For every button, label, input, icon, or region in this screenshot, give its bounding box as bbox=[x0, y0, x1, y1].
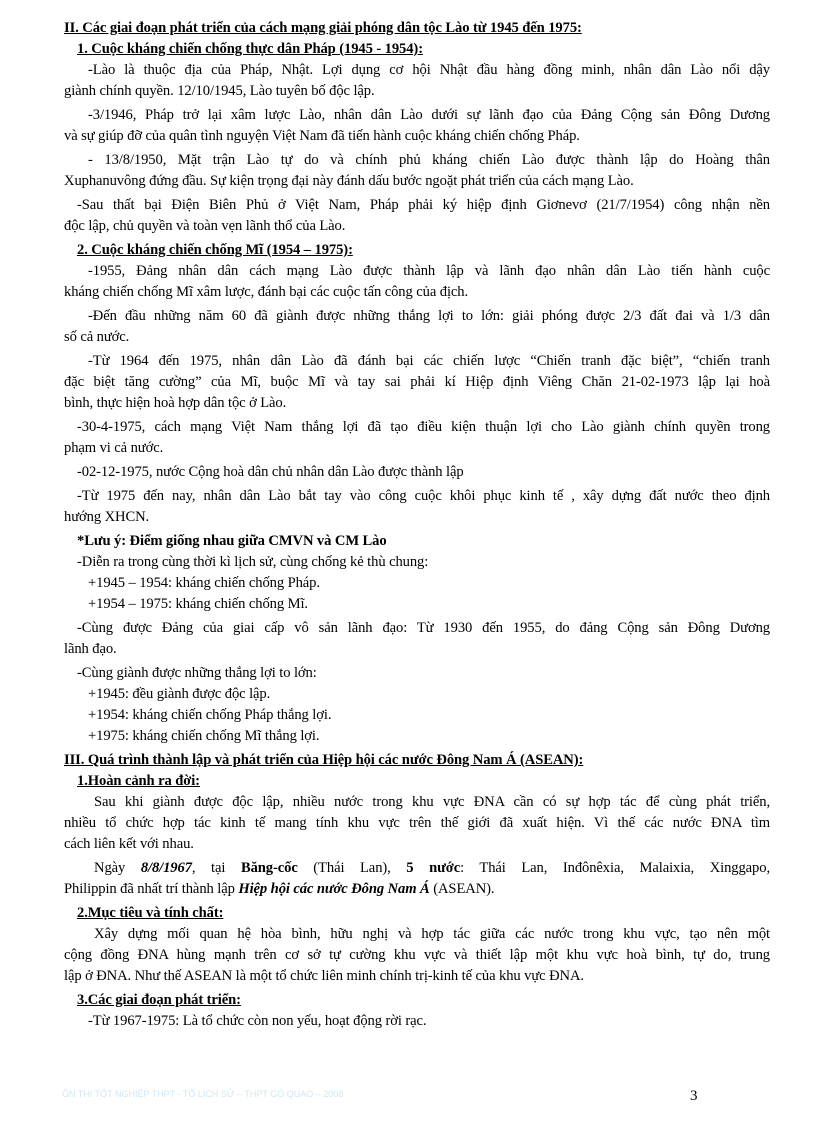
text-run: (ASEAN). bbox=[429, 881, 495, 897]
city-emphasis: Băng-cốc bbox=[240, 860, 298, 876]
paragraph-line: cộng đồng ĐNA hùng mạnh trên cơ sở tự cường khu vực và thiết lập một khu vực hoà bình, tự do, trung bbox=[64, 947, 770, 963]
paragraph-line: kháng chiến chống Mĩ xâm lược, đánh bại các cuộc tấn công của địch. bbox=[64, 284, 469, 300]
section-2-heading: II. Các giai đoạn phát triển của cách mạng giải phóng dân tộc Lào từ 1945 đến 1975: bbox=[64, 20, 582, 36]
page-footer: ÔN THI TỐT NGHIỆP THPT - TỔ LỊCH SỬ – THPT GÒ QUAO – 2008 bbox=[62, 1089, 344, 1099]
paragraph-line: -Từ 1964 đến 1975, nhân dân Lào đã đánh bại các chiến lược “Chiến tranh đặc biệt”, “chiến tranh bbox=[88, 353, 770, 369]
paragraph-line: -Lào là thuộc địa của Pháp, Nhật. Lợi dụng cơ hội Nhật đầu hàng đồng minh, nhân dân Lào nổi dậy bbox=[88, 62, 770, 78]
paragraph-line: -Sau thất bại Điện Biên Phủ ở Việt Nam, Pháp phải ký hiệp định Giơnevơ (21/7/1954) công nhận nền bbox=[77, 197, 770, 213]
paragraph-line: giành chính quyền. 12/10/1945, Lào tuyên bố độc lập. bbox=[64, 83, 375, 99]
date-emphasis: 8/8/1967 bbox=[140, 860, 192, 876]
paragraph-line: -02-12-1975, nước Cộng hoà dân chủ nhân dân Lào được thành lập bbox=[77, 464, 464, 480]
subsection-1-heading: 1. Cuộc kháng chiến chống thực dân Pháp (1945 - 1954): bbox=[77, 41, 423, 57]
paragraph-line: lập ở ĐNA. Như thế ASEAN là một tổ chức liên minh chính trị-kinh tế của khu vực ĐNA. bbox=[64, 968, 584, 984]
subsection-1-heading: 1.Hoàn cảnh ra đời: bbox=[77, 773, 200, 789]
subsection-2-heading: 2.Mục tiêu và tính chất: bbox=[77, 905, 224, 921]
list-item: +1954: kháng chiến chống Pháp thắng lợi. bbox=[88, 707, 332, 723]
paragraph-line: Xây dựng mối quan hệ hòa bình, hữu nghị và hợp tác giữa các nước trong khu vực, tạo nên một bbox=[94, 926, 770, 942]
paragraph-line: -Cùng giành được những thắng lợi to lớn: bbox=[77, 665, 317, 681]
paragraph-line: số cả nước. bbox=[64, 329, 130, 345]
org-emphasis: Hiệp hội các nước Đông Nam Á bbox=[238, 881, 430, 897]
paragraph-line: cách liên kết với nhau. bbox=[64, 836, 194, 852]
paragraph-line: -Diễn ra trong cùng thời kì lịch sử, cùng chống kẻ thù chung: bbox=[77, 554, 429, 570]
note-heading: *Lưu ý: Điểm giống nhau giữa CMVN và CM Lào bbox=[77, 533, 387, 549]
paragraph-line: - 13/8/1950, Mặt trận Lào tự do và chính phủ kháng chiến Lào được thành lập do Hoàng thân bbox=[88, 152, 770, 168]
section-3-heading: III. Quá trình thành lập và phát triển của Hiệp hội các nước Đông Nam Á (ASEAN): bbox=[64, 752, 584, 768]
paragraph-line: -30-4-1975, cách mạng Việt Nam thắng lợi đã tạo điều kiện thuận lợi cho Lào giành chính quyền trong bbox=[77, 419, 770, 435]
list-item: +1945 – 1954: kháng chiến chống Pháp. bbox=[88, 575, 320, 591]
paragraph-line: -3/1946, Pháp trở lại xâm lược Lào, nhân dân Lào dưới sự lãnh đạo của Đảng Cộng sản Đông Dương bbox=[88, 107, 770, 123]
list-item: +1954 – 1975: kháng chiến chống Mĩ. bbox=[88, 596, 308, 612]
paragraph-line: -Từ 1967-1975: Là tổ chức còn non yếu, hoạt động rời rạc. bbox=[88, 1013, 427, 1029]
paragraph-line: -Từ 1975 đến nay, nhân dân Lào bắt tay vào công cuộc khôi phục kinh tế , xây dựng đất nước theo định bbox=[77, 488, 770, 504]
text-run: (Thái Lan), bbox=[297, 860, 407, 876]
paragraph-line: -Đến đầu những năm 60 đã giành được những thắng lợi to lớn: giải phóng được 2/3 đất đai và 1/3 dân bbox=[88, 308, 770, 324]
list-item: +1945: đều giành được độc lập. bbox=[88, 686, 271, 702]
paragraph-line: hướng XHCN. bbox=[64, 509, 150, 525]
paragraph-line: bình, thực hiện hoà hợp dân tộc ở Lào. bbox=[64, 395, 287, 411]
document-page bbox=[64, 18, 770, 1032]
paragraph-line: -Cùng được Đảng của giai cấp vô sản lãnh đạo: Từ 1930 đến 1955, do đảng Cộng sản Đông Dương bbox=[77, 620, 770, 636]
paragraph-line: nhiều tổ chức hợp tác kinh tế mang tính khu vực trên thế giới đã xuất hiện. Vì thế các nước ĐNA tìm bbox=[64, 815, 770, 831]
text-run: : Thái Lan, Inđônêxia, Malaixia, Xinggapo, bbox=[460, 860, 770, 876]
paragraph-line: Sau khi giành được độc lập, nhiều nước trong khu vực ĐNA cần có sự hợp tác để cùng phát triển, bbox=[94, 794, 770, 810]
subsection-3-heading: 3.Các giai đoạn phát triển: bbox=[77, 992, 241, 1008]
paragraph-line: độc lập, chủ quyền và toàn vẹn lãnh thổ của Lào. bbox=[64, 218, 346, 234]
count-emphasis: 5 nước bbox=[406, 860, 461, 876]
paragraph-line: đặc biệt tăng cường” của Mĩ, buộc Mĩ và tay sai phải kí Hiệp định Viêng Chăn 21-02-1973 lập lại hoà bbox=[64, 374, 770, 390]
list-item: +1975: kháng chiến chống Mĩ thắng lợi. bbox=[88, 728, 320, 744]
paragraph-line: -1955, Đảng nhân dân cách mạng Lào được thành lập và lãnh đạo nhân dân Lào tiến hành cuộc bbox=[88, 263, 770, 279]
paragraph-line: lãnh đạo. bbox=[64, 641, 117, 657]
paragraph-line: phạm vi cả nước. bbox=[64, 440, 164, 456]
paragraph-line bbox=[64, 858, 770, 879]
text-run: Philippin đã nhất trí thành lập bbox=[64, 881, 239, 897]
paragraph-line bbox=[64, 879, 770, 900]
paragraph-line: và sự giúp đỡ của quân tình nguyện Việt Nam đã tiến hành cuộc kháng chiến chống Pháp. bbox=[64, 128, 580, 144]
text-run: Ngày bbox=[94, 860, 141, 876]
subsection-2-heading: 2. Cuộc kháng chiến chống Mĩ (1954 – 1975): bbox=[77, 242, 353, 258]
paragraph-line: Xuphanuvông đứng đầu. Sự kiện trọng đại này đánh dấu bước ngoặt phát triển của cách mạng Lào. bbox=[64, 173, 634, 189]
text-run: , tại bbox=[191, 860, 241, 876]
page-number: 3 bbox=[690, 1088, 698, 1104]
